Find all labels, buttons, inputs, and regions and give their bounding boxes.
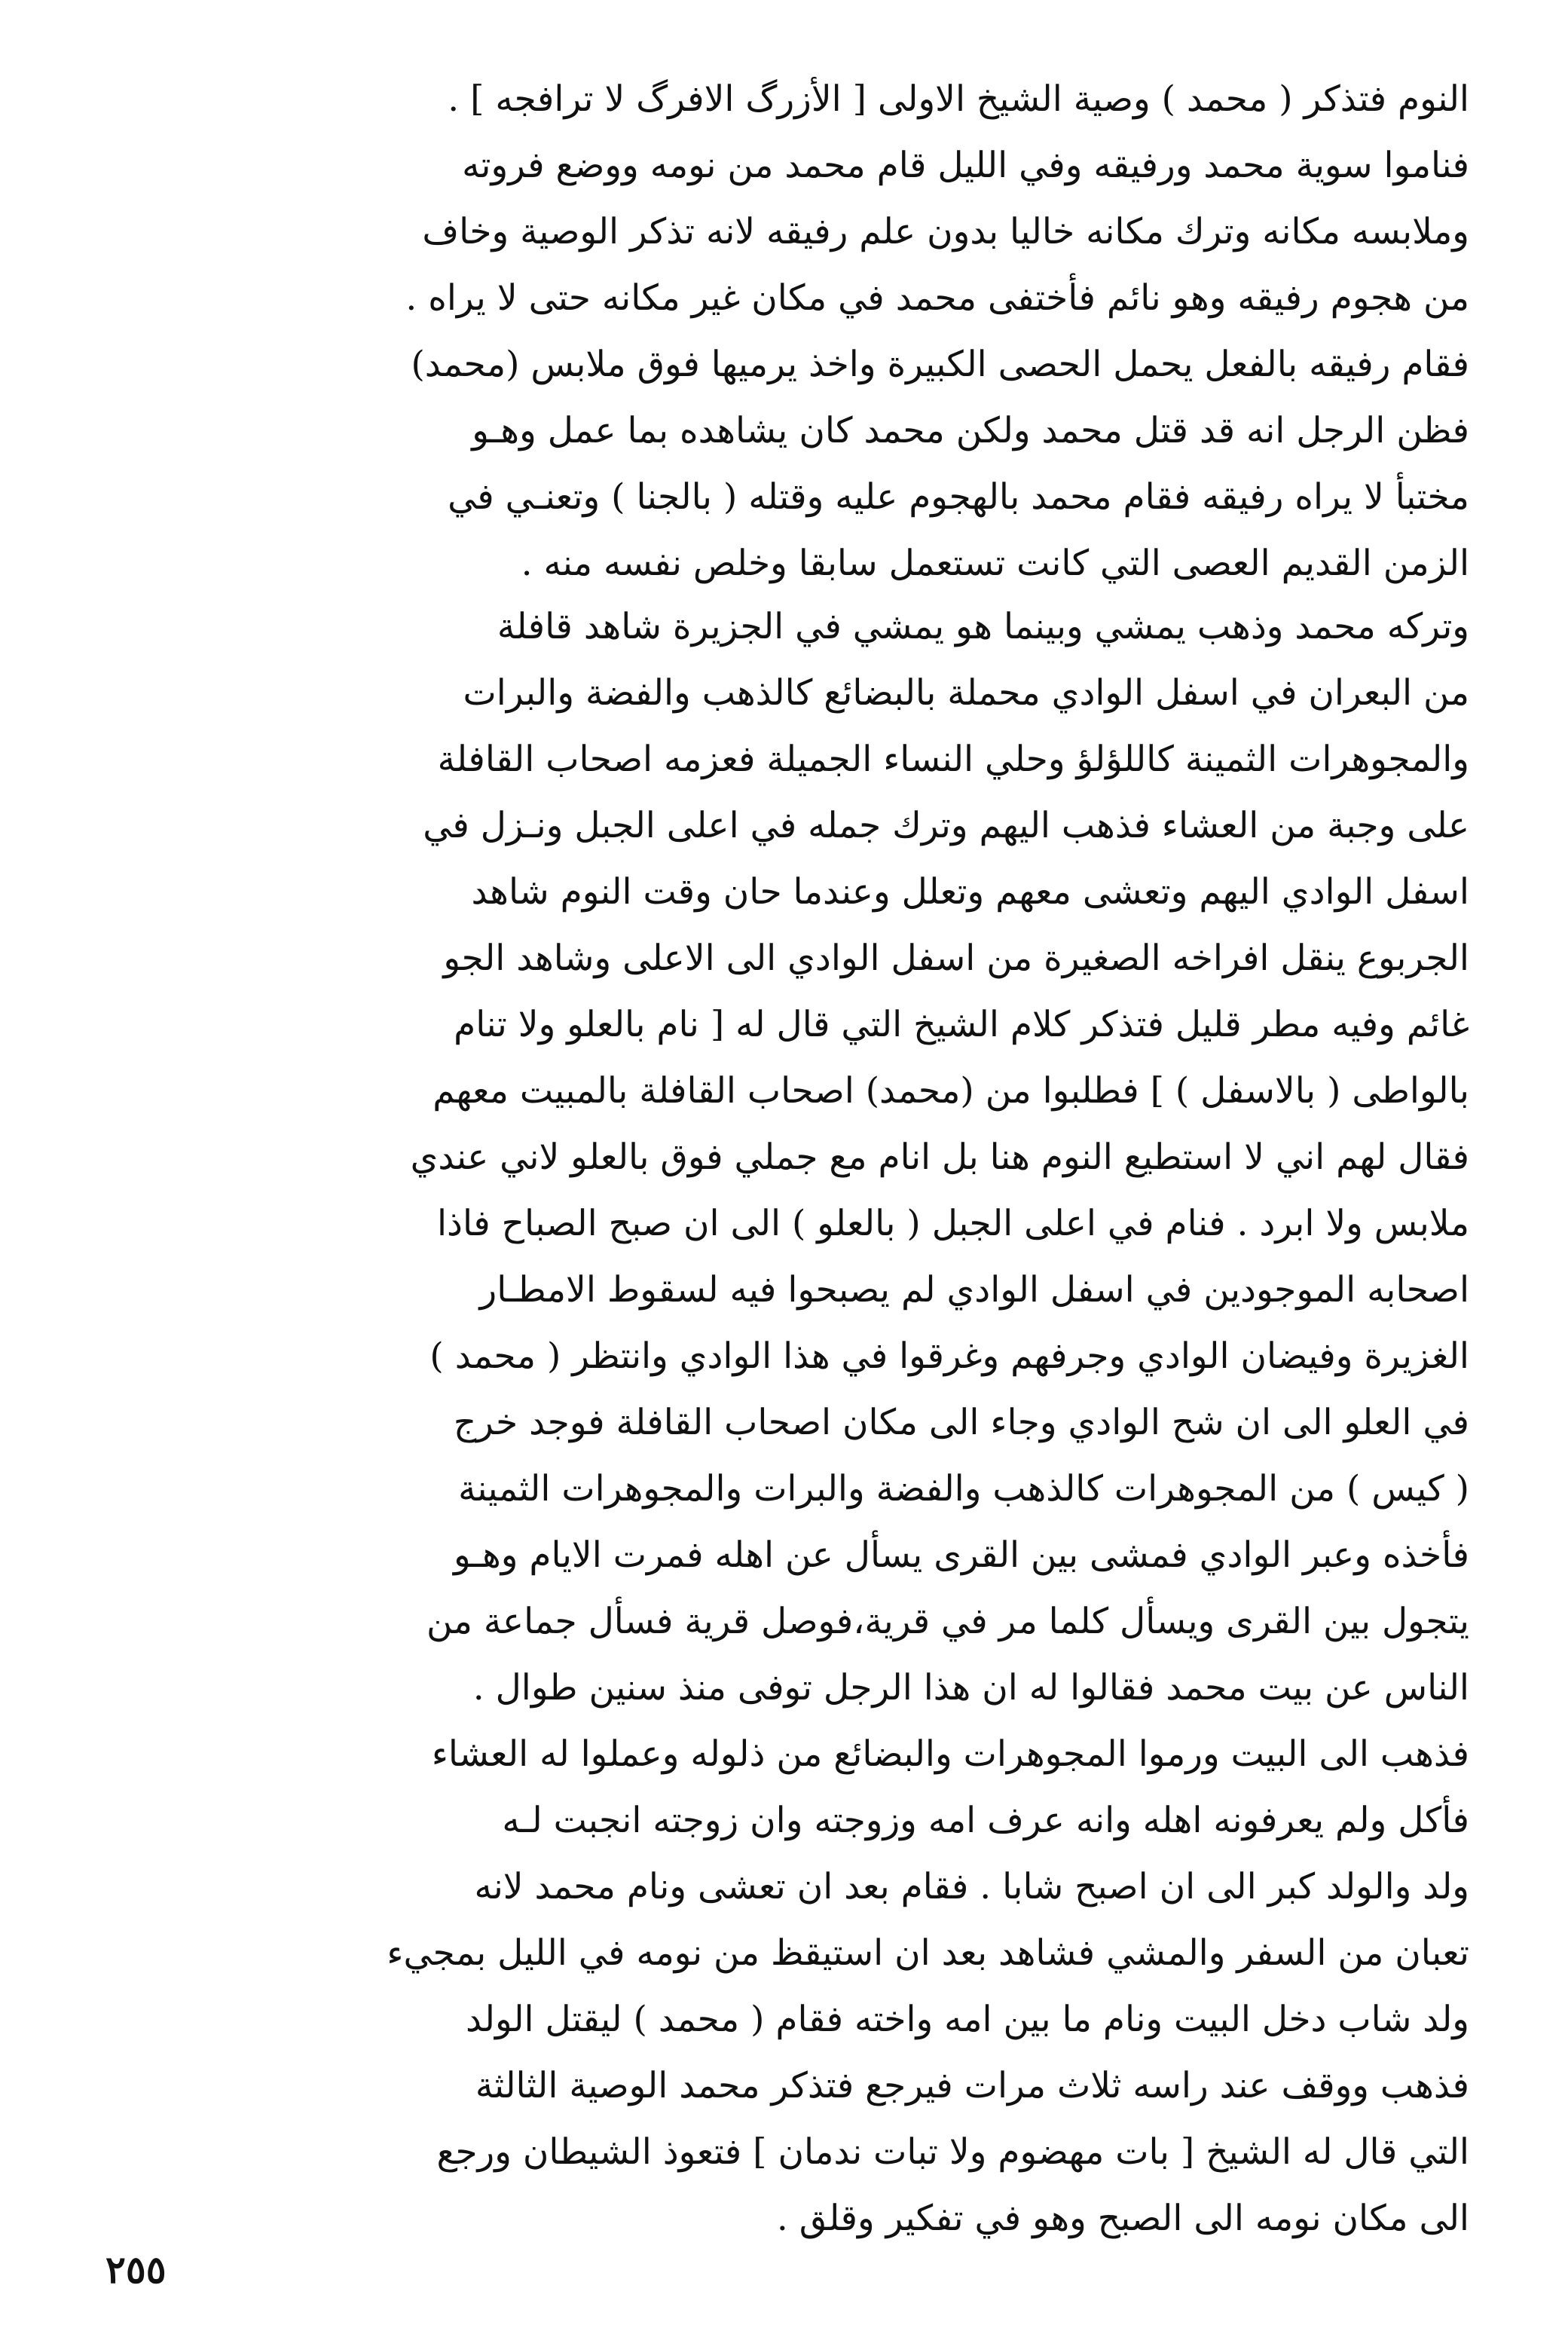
text-line: فأكل ولم يعرفونه اهله وانه عرف امه وزوجته وان زوجته انجبت لـه [502,1800,1469,1841]
text-line: من البعران في اسفل الوادي محملة بالبضائع كالذهب والفضة والبرات [463,672,1469,714]
text-line: يتجول بين القرى ويسأل كلما مر في قرية،فوصل قرية فسأل جماعة من [426,1601,1469,1642]
paragraph-1 [136,66,1469,597]
text-line: الناس عن بيت محمد فقالوا له ان هذا الرجل توفى منذ سنين طوال . [472,1667,1469,1709]
text-line: ( كيس ) من المجوهرات كالذهب والفضة والبرات والمجوهرات الثمينة [458,1468,1469,1510]
text-line: غائم وفيه مطر قليل فتذكر كلام الشيخ التي قال له [ نام بالعلو ولا تنام [454,1004,1469,1045]
text-line: النوم فتذكر ( محمد ) وصية الشيخ الاولى [ الأزرگ الافرگ لا ترافجه ] . [448,78,1469,120]
text-line: اسفل الوادي اليهم وتعشى معهم وتعلل وعندما حان وقت النوم شاهد [471,871,1469,913]
text-line: فذهب ووقف عند راسه ثلاث مرات فيرجع فتذكر محمد الوصية الثالثة [475,2065,1469,2106]
text-line: فأخذه وعبر الوادي فمشى بين القرى يسأل عن اهله فمرت الايام وهـو [453,1534,1469,1576]
text-line: في العلو الى ان شح الوادي وجاء الى مكان اصحاب القافلة فوجد خرج [453,1402,1469,1443]
text-line: اصحابه الموجودين في اسفل الوادي لم يصبحوا فيه لسقوط الامطـار [479,1269,1469,1311]
page-number: ٢٥٥ [105,2247,167,2292]
text-line: التي قال له الشيخ [ بات مهضوم ولا تبات ندمان ] فتعوذ الشيطان ورجع [436,2131,1469,2173]
text-line: والمجوهرات الثمينة كاللؤلؤ وحلي النساء الجميلة فعزمه اصحاب القافلة [437,739,1469,780]
paragraph-2 [136,594,1469,2252]
text-line: الجربوع ينقل افراخه الصغيرة من اسفل الوادي الى الاعلى وشاهد الجو [443,938,1469,979]
text-line: ملابس ولا ابرد . فنام في اعلى الجبل ( بالعلو ) الى ان صبح الصباح فاذا [436,1203,1469,1244]
text-line: بالواطى ( بالاسفل ) ] فطلبوا من (محمد) اصحاب القافلة بالمبيت معهم [432,1070,1469,1112]
text-line: وملابسه مكانه وترك مكانه خاليا بدون علم رفيقه لانه تذكر الوصية وخاف [422,211,1469,252]
text-line: فذهب الى البيت ورموا المجوهرات والبضائع من ذلوله وعملوا له العشاء [431,1733,1469,1775]
text-line: وتركه محمد وذهب يمشي وبينما هو يمشي في الجزيرة شاهد قافلة [497,606,1469,647]
text-line: ولد والولد كبر الى ان اصبح شابا . فقام بعد ان تعشى ونام محمد لانه [474,1866,1469,1907]
text-line: فناموا سوية محمد ورفيقه وفي الليل قام محمد من نومه ووضع فروته [462,145,1469,186]
text-line: فقال لهم اني لا استطيع النوم هنا بل انام مع جملي فوق بالعلو لاني عندي [410,1136,1469,1178]
text-line: الزمن القديم العصى التي كانت تستعمل سابقا وخلص نفسه منه . [521,543,1469,584]
text-line: الى مكان نومه الى الصبح وهو في تفكير وقلق . [776,2198,1469,2239]
text-line: الغزيرة وفيضان الوادي وجرفهم وغرقوا في هذا الوادي وانتظر ( محمد ) [429,1335,1469,1377]
text-line: من هجوم رفيقه وهو نائم فأختفى محمد في مكان غير مكانه حتى لا يراه . [405,277,1469,319]
text-line: ولد شاب دخل البيت ونام ما بين امه واخته فقام ( محمد ) ليقتل الولد [465,1999,1469,2040]
text-line: على وجبة من العشاء فذهب اليهم وترك جمله في اعلى الجبل ونـزل في [423,805,1469,846]
text-line: مختبأ لا يراه رفيقه فقام محمد بالهجوم عليه وقتله ( بالجنا ) وتعنـي في [448,476,1469,518]
text-line: تعبان من السفر والمشي فشاهد بعد ان استيقظ من نومه في الليل بمجيء [387,1932,1469,1974]
text-line: فظن الرجل انه قد قتل محمد ولكن محمد كان يشاهده بما عمل وهـو [472,410,1469,451]
text-line: فقام رفيقه بالفعل يحمل الحصى الكبيرة واخذ يرميها فوق ملابس (محمد) [411,344,1469,385]
